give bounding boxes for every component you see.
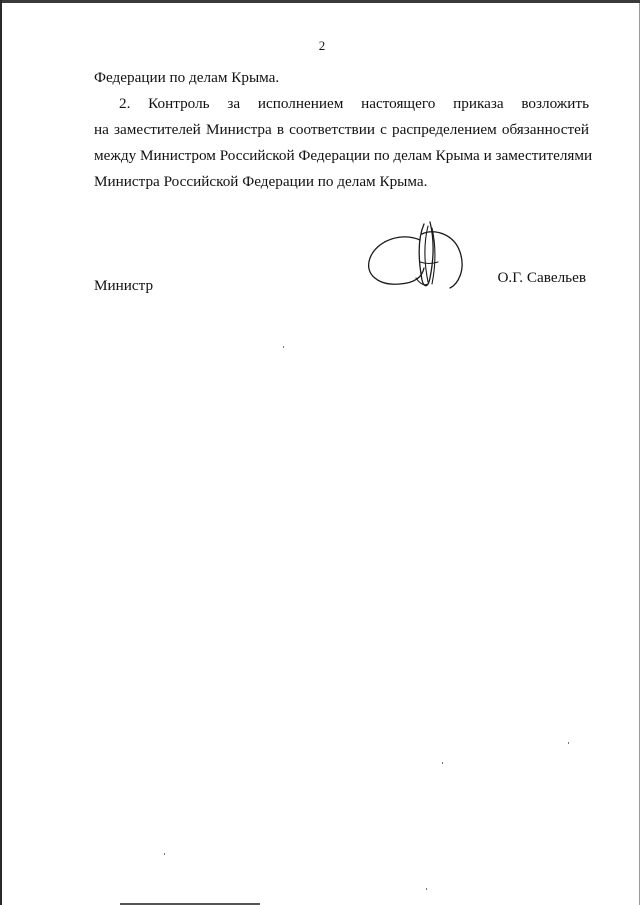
handwritten-signature (362, 218, 472, 298)
scan-top-edge (2, 0, 640, 3)
signatory-role: Министр (94, 277, 154, 294)
scan-speck (442, 762, 443, 764)
page-number: 2 (318, 38, 326, 53)
text-line-5: Министра Российской Федерации по делам Крыма. (94, 173, 428, 190)
text-line-1: Федерации по делам Крыма. (94, 69, 280, 86)
text-line-3: на заместителей Министра в соответствии с распределением обязанностей (94, 121, 589, 138)
scan-speck (426, 888, 427, 890)
scan-speck (283, 346, 284, 348)
text-line-2: 2. Контроль за исполнением настоящего приказа возложить (119, 95, 589, 112)
scan-speck (568, 742, 569, 744)
scan-speck (164, 853, 165, 855)
signatory-name: О.Г. Савельев (497, 269, 586, 286)
text-line-4: между Министром Российской Федерации по делам Крыма и заместителями (94, 147, 593, 164)
